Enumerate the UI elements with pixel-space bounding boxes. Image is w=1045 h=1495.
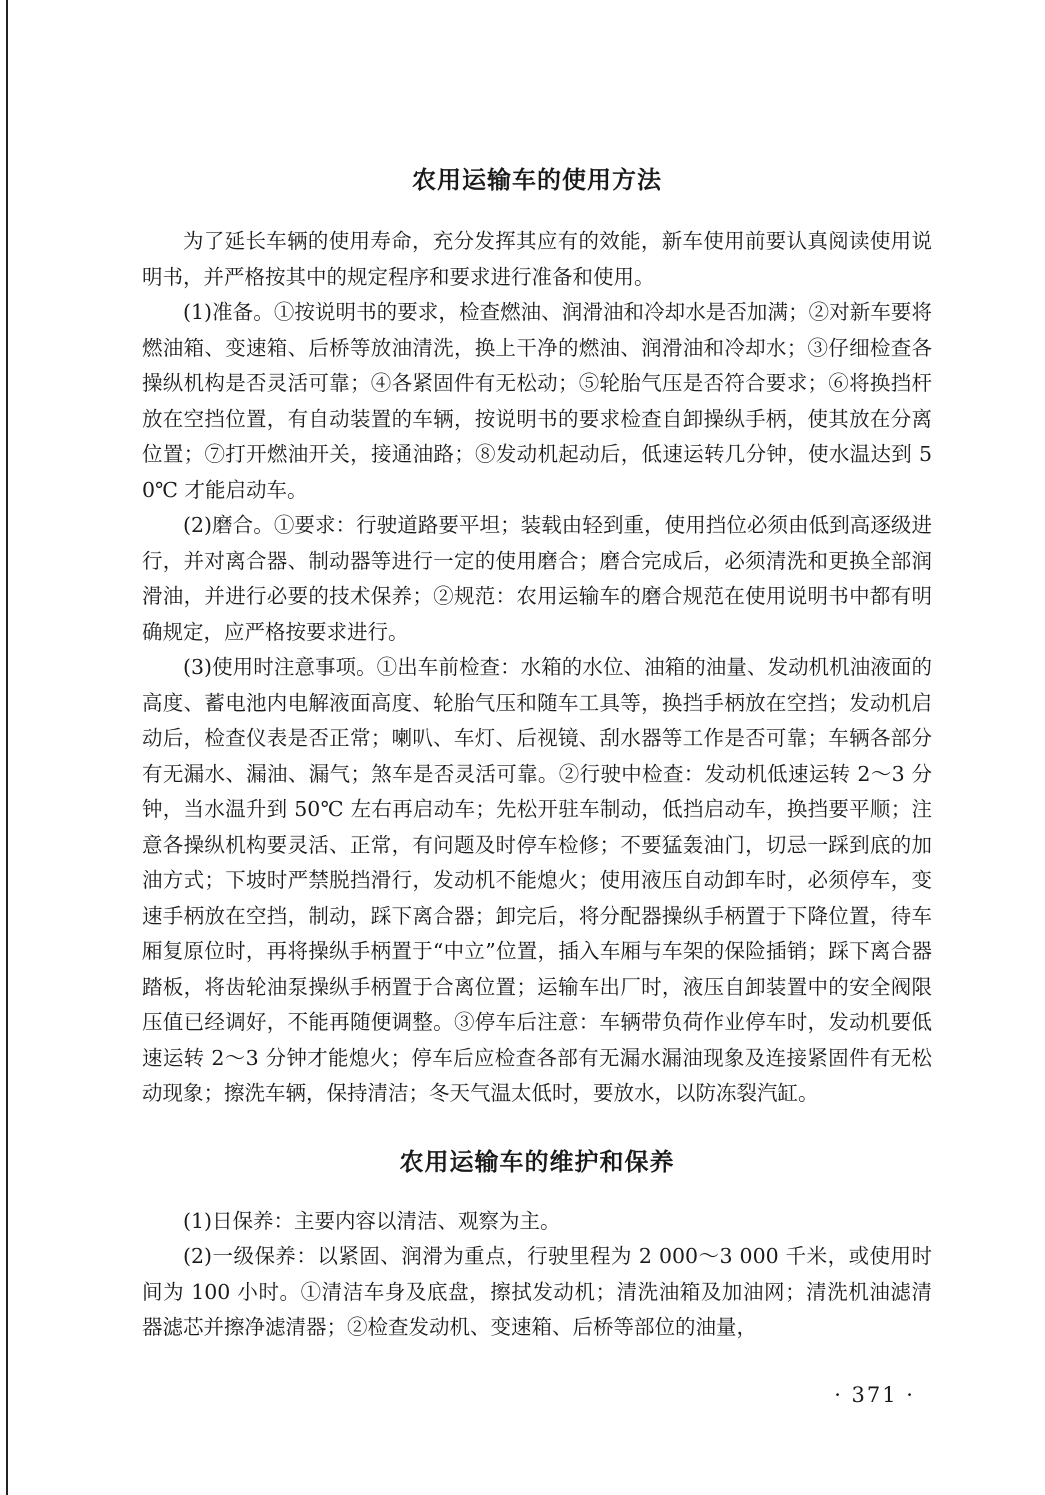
paragraph-first-level-maintenance: (2)一级保养：以紧固、润滑为重点，行驶里程为 2 000～3 000 千米，或使用时间为 100 小时。①清洁车身及底盘，擦拭发动机；清洗油箱及加油网；清洗机油滤清器滤芯并擦净滤清器；②检查发动机、变速箱、后桥等部位的油量， — [142, 1244, 932, 1339]
page-number: · 371 · — [834, 1383, 915, 1407]
section-title-maintenance: 农用运输车的维护和保养 — [399, 1147, 675, 1176]
paragraph-precautions: (3)使用时注意事项。①出车前检查：水箱的水位、油箱的油量、发动机机油液面的高度、蓄电池内电解液面高度、轮胎气压和随车工具等，换挡手柄放在空挡；发动机启动后，检查仪表是否正常；喇叭、车灯、后视镜、刮水器等工作是否可靠；车辆各部分有无漏水、漏油、漏气；煞车是否灵活可靠。②行驶中检查：发动机低速运转 2～3 分钟，当水温升到 50℃ 左右再启动车；先松开驻车制动，低挡启动车，换挡要平顺；注意各操纵机构要灵活、正常，有问题及时停车检修；不要猛轰油门，切忌一踩到底的加油方式；下坡时严禁脱挡滑行，发动机不能熄火；使用液压自动卸车时，必须停车，变速手柄放在空挡，制动，踩下离合器；卸完后，将分配器操纵手柄置于下降位置，待车厢复原位时，再将操纵手柄置于“中立”位置，插入车厢与车架的保险插销；踩下离合器踏板，将齿轮油泵操纵手柄置于合离位置；运输车出厂时，液压自卸装置中的安全阀限压值已经调好，不能再随便调整。③停车后注意：车辆带负荷作业停车时，发动机要低速运转 2～3 分钟才能熄火；停车后应检查各部有无漏水漏油现象及连接紧固件有无松动现象；擦洗车辆，保持清洁；冬天气温太低时，要放水，以防冻裂汽缸。 — [142, 655, 932, 1105]
section-title-usage: 农用运输车的使用方法 — [412, 166, 662, 194]
book-page — [142, 160, 932, 1346]
paragraph-daily-maintenance: (1)日保养：主要内容以清洁、观察为主。 — [183, 1208, 561, 1233]
page-binding-edge — [6, 0, 8, 1495]
paragraph-preparation: (1)准备。①按说明书的要求，检查燃油、润滑油和冷却水是否加满；②对新车要将燃油箱、变速箱、后桥等放油清洗，换上干净的燃油、润滑油和冷却水；③仔细检查各操纵机构是否灵活可靠；④各紧固件有无松动；⑤轮胎气压是否符合要求；⑥将换挡杆放在空挡位置，有自动装置的车辆，按说明书的要求检查自卸操纵手柄，使其放在分离位置；⑦打开燃油开关，接通油路；⑧发动机起动后，低速运转几分钟，使水温达到 50℃ 才能启动车。 — [142, 300, 932, 502]
paragraph-running-in: (2)磨合。①要求：行驶道路要平坦；装载由轻到重，使用挡位必须由低到高逐级进行，并对离合器、制动器等进行一定的使用磨合；磨合完成后，必须清洗和更换全部润滑油，并进行必要的技术保养；②规范：农用运输车的磨合规范在使用说明书中都有明确规定，应严格按要求进行。 — [142, 513, 932, 644]
paragraph-intro: 为了延长车辆的使用寿命，充分发挥其应有的效能，新车使用前要认真阅读使用说明书，并严格按其中的规定程序和要求进行准备和使用。 — [142, 229, 932, 289]
